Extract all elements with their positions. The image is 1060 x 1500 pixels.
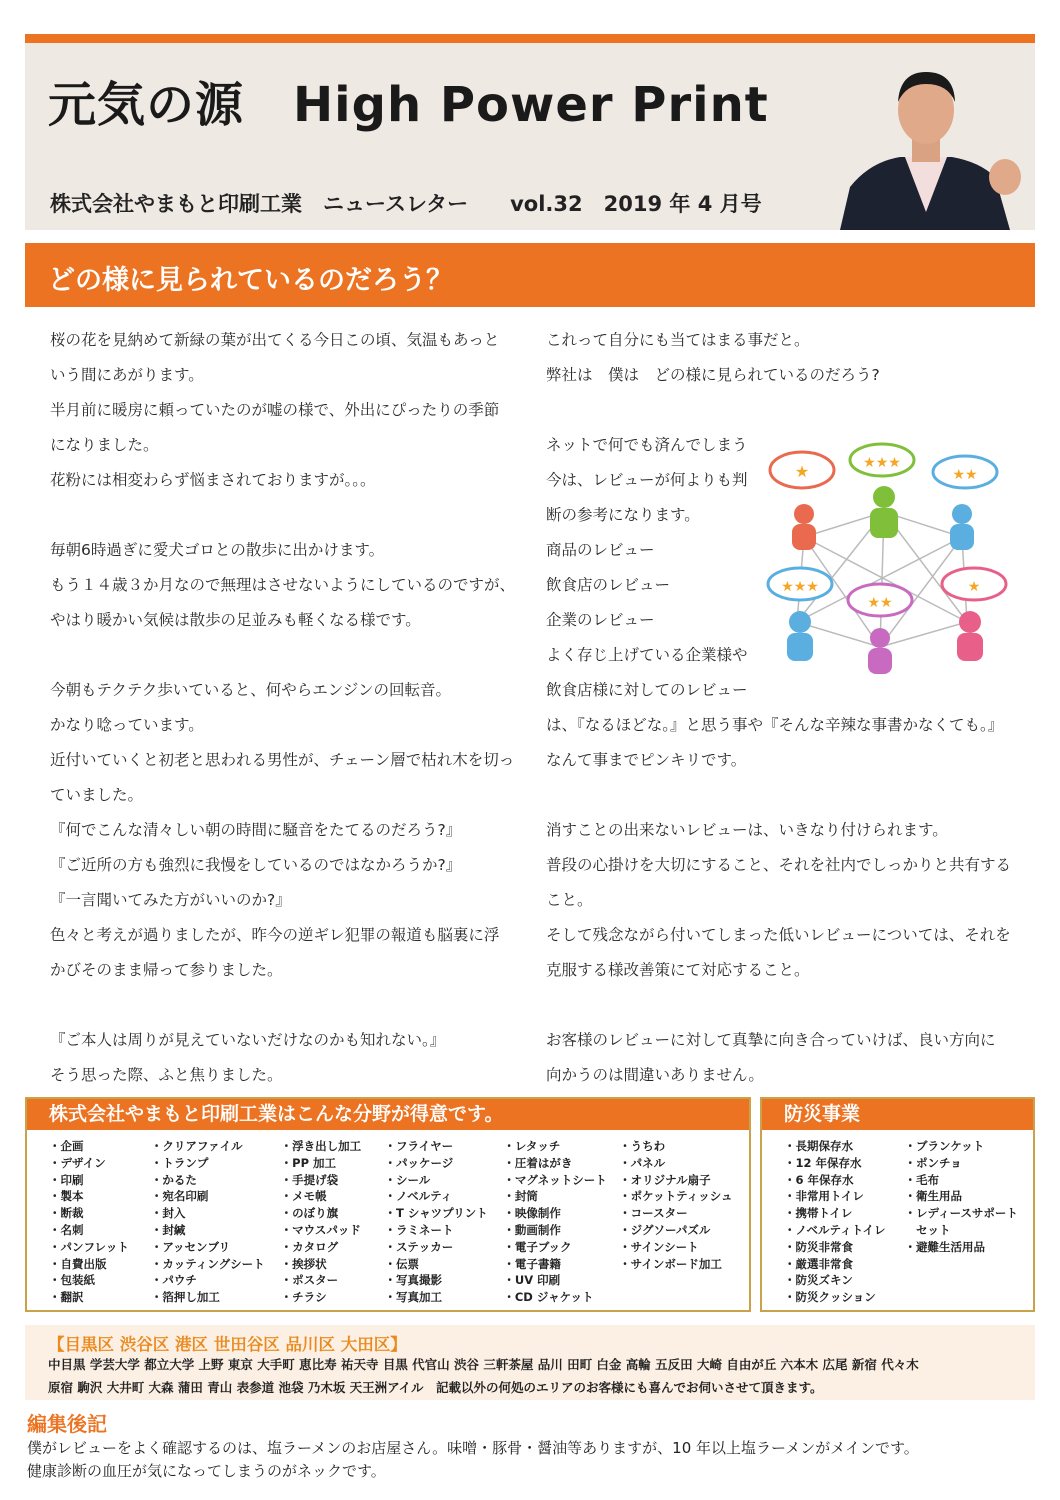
- list-item: ・トランプ: [150, 1155, 209, 1170]
- article-line: やはり暖かい気候は散歩の足並みも軽くなる様です。: [50, 611, 421, 629]
- list-item: ・PP 加工: [280, 1155, 337, 1170]
- newsletter-title: 元気の源 High Power Print: [48, 77, 769, 133]
- article-right-column: [546, 323, 1011, 1093]
- postscript-heading: 編集後記: [27, 1412, 107, 1436]
- article-line: 桜の花を見納めて新緑の葉が出てくる今日この頃、気温もあっと: [50, 331, 500, 349]
- services-title: 株式会社やまもと印刷工業はこんな分野が得意です。: [27, 1099, 749, 1130]
- list-item: ・衛生用品: [904, 1189, 963, 1204]
- article-line: いう間にあがります。: [50, 366, 204, 384]
- list-item: ・パッケージ: [384, 1155, 454, 1170]
- list-item: ・手提げ袋: [280, 1172, 339, 1187]
- list-item: ・毛布: [904, 1172, 940, 1187]
- list-item: ・6 年保存水: [784, 1172, 854, 1187]
- article-line: これって自分にも当てはまる事だと。: [546, 331, 810, 349]
- article-line: [546, 393, 1011, 428]
- article-line: 飲食店様に対してのレビュー: [546, 681, 748, 699]
- list-item: ・非常用トイレ: [784, 1189, 864, 1204]
- list-item: ・写真加工: [384, 1290, 443, 1305]
- section-heading: どの様に見られているのだろう？: [48, 265, 453, 296]
- article-line: 色々と考えが過りましたが、昨今の逆ギレ犯罪の報道も脳裏に浮: [50, 926, 500, 944]
- services-column: [49, 1138, 151, 1306]
- services-box: [25, 1097, 751, 1312]
- article-line: [546, 988, 1011, 1023]
- list-item: ・のぼり旗: [280, 1206, 339, 1221]
- article-line: そして残念ながら付いてしまった低いレビューについては、それを: [546, 926, 1011, 944]
- article-left-column: [50, 323, 515, 1093]
- article-line: そう思った際、ふと焦りました。: [50, 1066, 283, 1084]
- list-item: ・携帯トイレ: [784, 1206, 853, 1221]
- list-item: ・パネル: [619, 1155, 666, 1170]
- article-line: [50, 988, 515, 1023]
- services-column: [503, 1138, 619, 1306]
- list-item: ・防災クッション: [784, 1290, 876, 1305]
- list-item: ・マグネットシート: [503, 1172, 607, 1187]
- list-item: ・ポケットティッシュ: [619, 1189, 733, 1204]
- list-item: ・自費出版: [49, 1256, 107, 1271]
- article-line: かびそのまま帰って参りました。: [50, 961, 283, 979]
- list-item: ・圧着はがき: [503, 1155, 573, 1170]
- list-item: ・ステッカー: [384, 1239, 454, 1254]
- svg-text:★★: ★★: [867, 595, 893, 611]
- services-column: [151, 1138, 281, 1306]
- list-item: ・パンフレット: [49, 1239, 129, 1254]
- list-item: ・ノベルティ: [384, 1189, 453, 1204]
- article-line: [50, 638, 515, 673]
- article-line: なんて事までピンキリです。: [546, 751, 747, 769]
- article-line: になりました。: [50, 436, 159, 454]
- services-column: [385, 1138, 504, 1306]
- list-item: ・デザイン: [49, 1155, 106, 1170]
- list-item: ・ラミネート: [384, 1222, 454, 1237]
- list-item: ・パウチ: [150, 1273, 197, 1288]
- article-line: 飲食店のレビュー: [546, 576, 671, 594]
- list-item: ・ポスター: [280, 1273, 339, 1288]
- list-item: ・サインシート: [619, 1239, 699, 1254]
- list-item: ・うちわ: [619, 1139, 666, 1153]
- list-item: ・サインボード加工: [619, 1256, 722, 1271]
- article-line: 企業のレビュー: [546, 611, 655, 629]
- list-item: ・メモ帳: [280, 1189, 327, 1204]
- list-item: ・ジグソーパズル: [619, 1222, 711, 1237]
- postscript-text: 僕がレビューをよく確認するのは、塩ラーメンのお店屋さん。味噌・豚骨・醤油等ありますが、10 年以上塩ラーメンがメインです。: [27, 1439, 919, 1457]
- article-line: は、『なるほどな。』と思う事や『そんな辛辣な事書かなくても。』: [546, 716, 1004, 734]
- article-line: 今は、レビューが何よりも判: [546, 471, 748, 489]
- postscript-text: 健康診断の血圧が気になってしまうのがネックです。: [27, 1462, 386, 1480]
- disaster-column: [784, 1138, 905, 1306]
- list-item: ・包装紙: [49, 1273, 95, 1288]
- list-item: ・封筒: [503, 1189, 538, 1204]
- article-line: 『ご近所の方も強烈に我慢をしているのではなかろうか?』: [50, 856, 462, 874]
- list-item: ・挨拶状: [280, 1256, 327, 1271]
- article-line: [546, 778, 1011, 813]
- article-line: かなり唸っています。: [50, 716, 204, 734]
- article-line: こと。: [546, 891, 593, 909]
- list-item: ・宛名印刷: [150, 1189, 209, 1204]
- services-column: [619, 1138, 749, 1306]
- list-item: ・防災ズキン: [784, 1273, 853, 1288]
- list-item: ・封緘: [150, 1222, 186, 1237]
- list-item: ・企画: [49, 1139, 84, 1153]
- service-area-line: 原宿 駒沢 大井町 大森 蒲田 青山 表参道 池袋 乃木坂 天王洲アイル 記載以外の何処のエリアのお客様にも喜んでお伺いさせて頂きます。: [48, 1380, 823, 1395]
- list-item: ・アッセンブリ: [150, 1239, 231, 1254]
- list-item: ・シール: [384, 1172, 431, 1187]
- list-item: ・T シャツプリント: [384, 1206, 488, 1221]
- list-item: ・レタッチ: [503, 1139, 561, 1153]
- list-item: ・動画制作: [503, 1222, 561, 1237]
- list-item: ・印刷: [49, 1172, 84, 1187]
- list-item: ・伝票: [384, 1256, 420, 1271]
- service-area-heading: 【目黒区 渋谷区 港区 世田谷区 品川区 大田区】: [48, 1335, 407, 1354]
- article-line: 今朝もテクテク歩いていると、何やらエンジンの回転音。: [50, 681, 451, 699]
- top-accent-bar: [25, 34, 1035, 43]
- list-item: ・浮き出し加工: [280, 1139, 362, 1153]
- article-line: 近付いていくと初老と思われる男性が、チェーン層で枯れ木を切っ: [50, 751, 515, 769]
- list-item: ・UV 印刷: [503, 1273, 561, 1288]
- article-line: 『一言聞いてみた方がいいのか?』: [50, 891, 291, 909]
- list-item: ・映像制作: [503, 1206, 561, 1221]
- article-line: 毎朝6時過ぎに愛犬ゴロとの散歩に出かけます。: [50, 541, 385, 559]
- article-line: お客様のレビューに対して真摯に向き合っていけば、良い方向に: [546, 1031, 996, 1049]
- disaster-column: [905, 1138, 1033, 1306]
- svg-text:★: ★: [967, 579, 981, 595]
- svg-text:★★★: ★★★: [781, 579, 819, 595]
- list-item: ・コースター: [619, 1206, 688, 1221]
- list-item: ・オリジナル扇子: [619, 1172, 711, 1187]
- svg-text:★: ★: [794, 462, 810, 481]
- disaster-box: [760, 1097, 1035, 1312]
- article-line: 『ご本人は周りが見えていないだけなのかも知れない。』: [50, 1031, 446, 1049]
- list-item: ・ノベルティトイレ: [784, 1222, 886, 1237]
- list-item: ・断裁: [49, 1206, 84, 1221]
- article-line: もう１４歳３か月なので無理はさせないようにしているのですが、: [50, 576, 516, 594]
- list-item: ・翻訳: [49, 1290, 84, 1305]
- list-item: ・電子書籍: [503, 1256, 561, 1271]
- article-line: 普段の心掛けを大切にすること、それを社内でしっかりと共有する: [546, 856, 1012, 874]
- svg-text:★★: ★★: [952, 467, 978, 483]
- disaster-title: 防災事業: [762, 1099, 1033, 1130]
- newsletter-subtitle: 株式会社やまもと印刷工業 ニュースレター vol.32 2019 年 4 月号: [50, 192, 762, 216]
- list-item: ・クリアファイル: [150, 1139, 243, 1153]
- article-line: 向かうのは間違いありません。: [546, 1066, 764, 1084]
- article-line: 花粉には相変わらず悩まされておりますが。。。: [50, 471, 376, 489]
- article-line: ていました。: [50, 786, 144, 804]
- list-item: ・チラシ: [280, 1290, 327, 1305]
- author-photo: [830, 62, 1022, 230]
- article-line: 消すことの出来ないレビューは、いきなり付けられます。: [546, 821, 948, 839]
- article-line: 商品のレビュー: [546, 541, 655, 559]
- list-item: ・名刺: [49, 1222, 84, 1237]
- list-item: ・カッティングシート: [150, 1256, 265, 1271]
- list-item: ・マウスパッド: [280, 1222, 361, 1237]
- list-item: ・写真撮影: [384, 1273, 443, 1288]
- list-item: ・カタログ: [280, 1239, 339, 1254]
- disaster-list: [762, 1130, 1033, 1306]
- review-network-illustration: [762, 442, 1012, 682]
- article-line: ネットで何でも済んでしまう: [546, 436, 748, 454]
- list-item: ・封入: [150, 1206, 186, 1221]
- list-item: ・レディースサポート: [904, 1206, 1018, 1221]
- svg-text:★★★: ★★★: [863, 455, 901, 471]
- list-item: ・ブランケット: [904, 1139, 985, 1153]
- services-list: [27, 1130, 749, 1306]
- list-item: ・フライヤー: [384, 1139, 454, 1153]
- list-item: ・製本: [49, 1189, 84, 1204]
- list-item: ・厳選非常食: [784, 1256, 853, 1271]
- list-item: セット: [904, 1222, 951, 1237]
- article-line: 『何でこんな清々しい朝の時間に騒音をたてるのだろう?』: [50, 821, 462, 839]
- list-item: ・電子ブック: [503, 1239, 572, 1254]
- list-item: ・かるた: [150, 1172, 197, 1187]
- article-line: 半月前に暖房に頼っていたのが嘘の様で、外出にぴったりの季節: [50, 401, 500, 419]
- article-line: 克服する様改善策にて対応すること。: [546, 961, 810, 979]
- services-column: [281, 1138, 385, 1306]
- list-item: ・防災非常食: [784, 1239, 853, 1254]
- list-item: ・避難生活用品: [904, 1239, 986, 1254]
- list-item: ・12 年保存水: [784, 1155, 862, 1170]
- service-area-line: 中目黒 学芸大学 都立大学 上野 東京 大手町 恵比寿 祐天寺 目黒 代官山 渋谷 三軒茶屋 品川 田町 白金 高輪 五反田 大崎 自由が丘 六本木 広尾 新宿 代々木: [48, 1357, 919, 1372]
- list-item: ・CD ジャケット: [503, 1290, 594, 1305]
- article-line: 弊社は 僕は どの様に見られているのだろう?: [546, 366, 880, 384]
- article-line: [50, 498, 515, 533]
- article-line: よく存じ上げている企業様や: [546, 646, 748, 664]
- article-line: 断の参考になります。: [546, 506, 700, 524]
- list-item: ・長期保存水: [784, 1139, 853, 1153]
- list-item: ・ポンチョ: [904, 1155, 962, 1170]
- list-item: ・箔押し加工: [150, 1290, 220, 1305]
